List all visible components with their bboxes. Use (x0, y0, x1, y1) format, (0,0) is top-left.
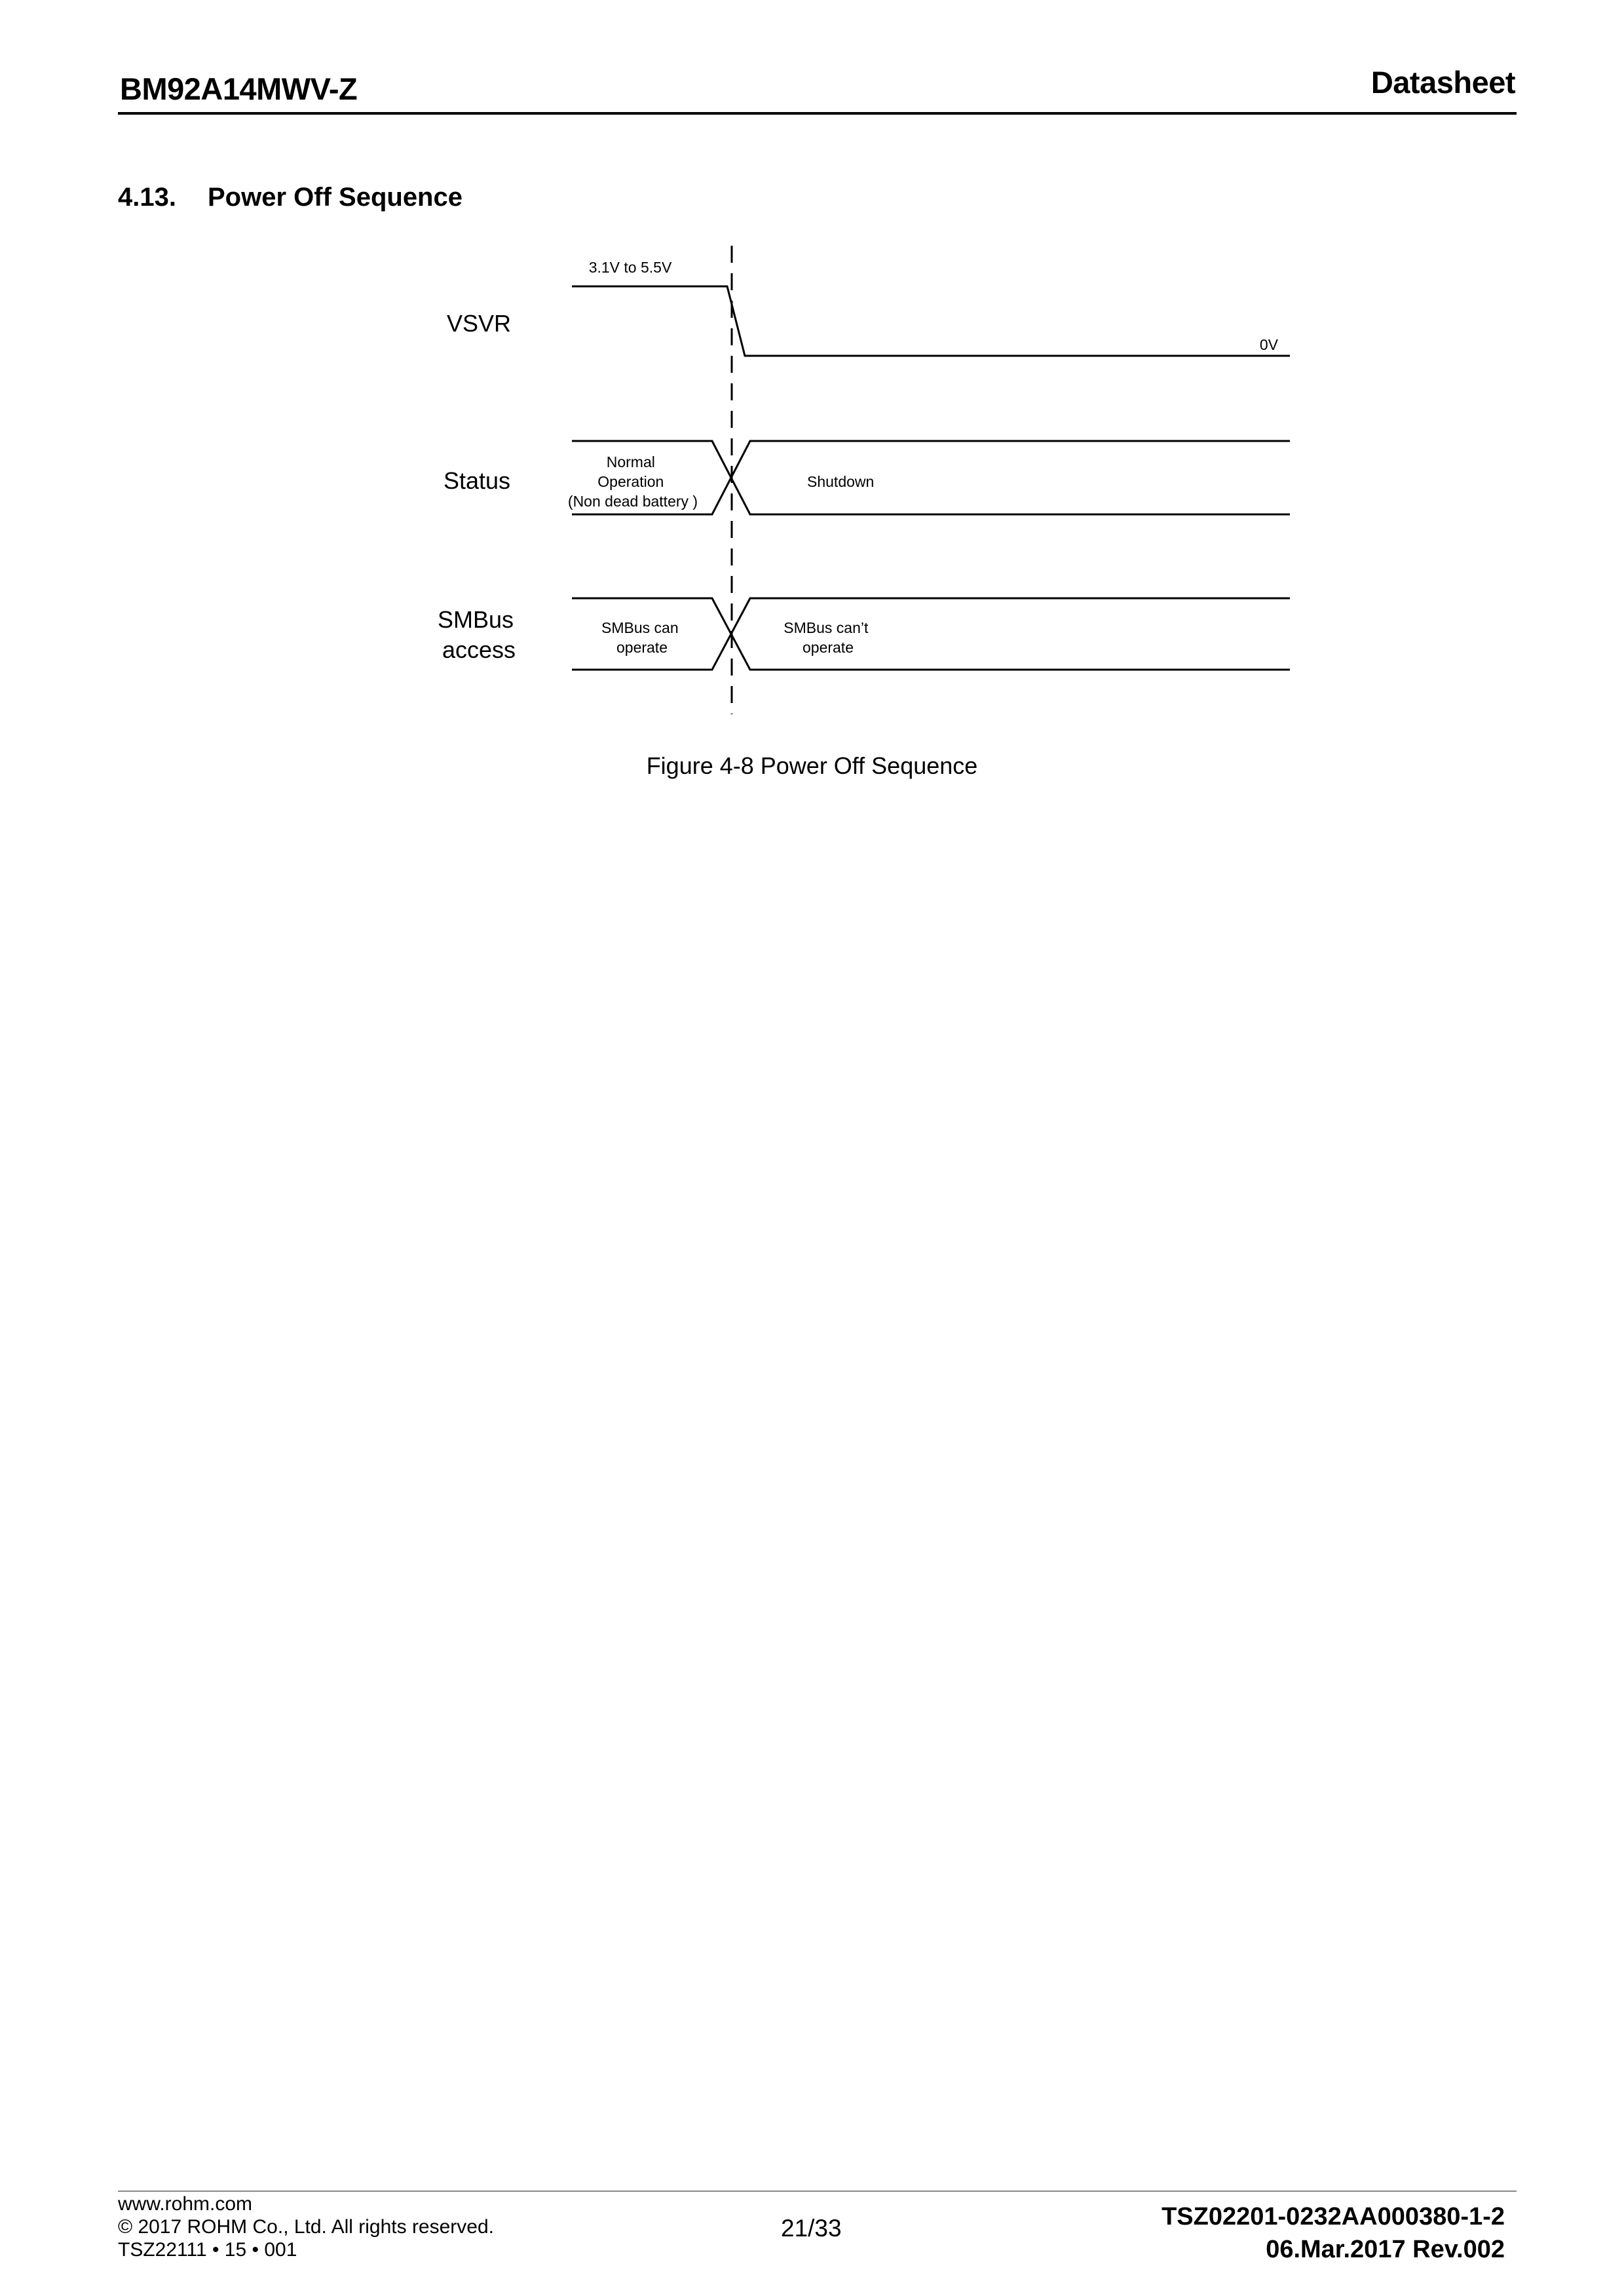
figure-caption: Figure 4-8 Power Off Sequence (646, 752, 978, 779)
vsvr-low-level-label: 0V (1259, 336, 1278, 353)
footer-right-block (1161, 2200, 1505, 2266)
page-number: 21/33 (781, 2215, 842, 2242)
smbus-access-label: SMBus access (437, 606, 516, 663)
status-shutdown-label: Shutdown (807, 473, 875, 490)
section-title: Power Off Sequence (208, 183, 463, 212)
power-off-timing-diagram (0, 0, 1624, 852)
vsvr-label: VSVR (446, 310, 512, 337)
smbus-can-operate-label: SMBus can operate (601, 619, 679, 656)
document-type: Datasheet (1370, 65, 1515, 100)
footer-website: www.rohm.com (118, 2193, 253, 2215)
section-number: 4.13. (118, 183, 176, 212)
status-normal-operation-label: Normal Operation (Non dead battery ) (567, 453, 698, 510)
footer-left-block (118, 2192, 494, 2261)
status-label: Status (443, 467, 511, 494)
footer-form-code: TSZ22111 • 15 • 001 (118, 2239, 297, 2261)
vsvr-high-level-label: 3.1V to 5.5V (588, 259, 672, 276)
document-title: BM92A14MWV-Z (120, 71, 358, 106)
document-number: TSZ02201-0232AA000380-1-2 (1161, 2203, 1505, 2230)
smbus-cant-operate-label: SMBus can’t operate (784, 619, 869, 656)
footer-divider (118, 2191, 1517, 2192)
footer-copyright: © 2017 ROHM Co., Ltd. All rights reserved. (118, 2216, 494, 2238)
document-date-revision: 06.Mar.2017 Rev.002 (1266, 2236, 1505, 2263)
vsvr-waveform (572, 286, 1290, 356)
